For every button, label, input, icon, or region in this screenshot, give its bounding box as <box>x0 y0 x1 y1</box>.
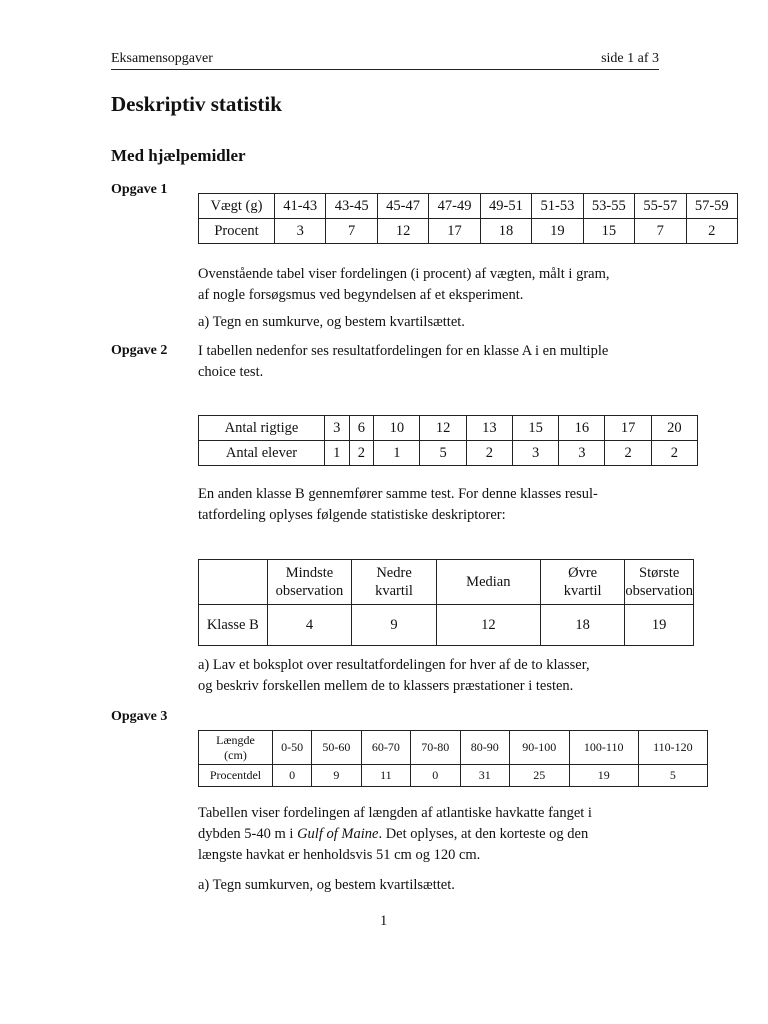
table-cell: 6 <box>349 416 374 441</box>
table-cell: 100-110 <box>569 731 638 765</box>
opgave-3-question-a <box>198 875 455 896</box>
text-line <box>198 824 592 845</box>
opgave-3-description <box>198 803 592 866</box>
table-cell: 18 <box>540 605 624 646</box>
table-cell: 15 <box>583 219 634 244</box>
table-cell: 15 <box>512 416 558 441</box>
table-cell: 7 <box>326 219 377 244</box>
text-fragment: . Det oplyses, at den korteste og den <box>378 826 589 842</box>
emphasis-text: Gulf of Maine <box>297 826 379 842</box>
text-line: af nogle forsøgsmus ved begyndelsen af et eksperiment. <box>198 287 524 303</box>
table-cell: Klasse B <box>199 605 268 646</box>
text-line: En anden klasse B gennemfører samme test. For denne klasses resul- <box>198 486 598 502</box>
table-cell: 5 <box>420 441 466 466</box>
text-line: I tabellen nedenfor ses resultatfordelingen for en klasse A i en multiple <box>198 343 609 359</box>
table-cell: 2 <box>466 441 512 466</box>
table-cell: 0 <box>411 765 460 787</box>
table-cell <box>199 731 273 765</box>
table-cell: Antal elever <box>199 441 325 466</box>
table-cell: 17 <box>429 219 480 244</box>
header-line: observation <box>275 583 344 599</box>
table-cell <box>267 560 352 605</box>
table-row <box>199 560 694 605</box>
table-cell: 3 <box>275 219 326 244</box>
text-line: a) Tegn en sumkurve, og bestem kvartilsættet. <box>198 314 465 330</box>
class-b-descriptors-table <box>198 559 694 646</box>
table-cell: Antal rigtige <box>199 416 325 441</box>
section-subtitle: Med hjælpemidler <box>111 146 246 165</box>
table-cell: 25 <box>509 765 569 787</box>
table-cell: 19 <box>569 765 638 787</box>
table-row <box>199 731 708 765</box>
opgave-1-label: Opgave 1 <box>111 182 168 197</box>
table-cell: 43-45 <box>326 194 377 219</box>
header-line: Største <box>639 565 680 581</box>
opgave-1-description <box>198 264 610 306</box>
table-cell: 7 <box>635 219 686 244</box>
page-number: 1 <box>380 913 388 929</box>
text-line: a) Lav et boksplot over resultatfordelingen for hver af de to klasser, <box>198 657 590 673</box>
table-cell: 53-55 <box>583 194 634 219</box>
header-line: (cm) <box>224 747 247 762</box>
table-cell: 90-100 <box>509 731 569 765</box>
table-cell: 17 <box>605 416 651 441</box>
table-cell: 0 <box>273 765 312 787</box>
table-cell: 20 <box>651 416 697 441</box>
table-row <box>199 416 698 441</box>
table-cell: 57-59 <box>686 194 738 219</box>
text-line: længste havkat er henholdsvis 51 cm og 120 cm. <box>198 847 481 863</box>
opgave-1-question-a <box>198 312 465 333</box>
text-line: choice test. <box>198 364 264 380</box>
table-cell <box>540 560 624 605</box>
table-cell: 16 <box>559 416 605 441</box>
table-cell: 55-57 <box>635 194 686 219</box>
table-cell: 49-51 <box>480 194 531 219</box>
table-cell: 110-120 <box>638 731 707 765</box>
text-line: og beskriv forskellen mellem de to klassers præstationer i testen. <box>198 678 574 694</box>
opgave-2-label: Opgave 2 <box>111 343 168 358</box>
table-cell: 80-90 <box>460 731 509 765</box>
table-cell: 10 <box>374 416 420 441</box>
table-cell: 31 <box>460 765 509 787</box>
page-header <box>111 51 659 70</box>
table-cell: 2 <box>651 441 697 466</box>
header-line: kvartil <box>563 583 602 599</box>
table-cell: 2 <box>605 441 651 466</box>
table-cell: 3 <box>325 416 350 441</box>
table-cell: 0-50 <box>273 731 312 765</box>
table-cell: 3 <box>559 441 605 466</box>
text-line: Ovenstående tabel viser fordelingen (i procent) af vægten, målt i gram, <box>198 266 610 282</box>
document-title: Deskriptiv statistik <box>111 92 282 116</box>
table-row <box>199 219 738 244</box>
table-cell: 50-60 <box>312 731 361 765</box>
table-cell: 9 <box>312 765 361 787</box>
table-cell: 18 <box>480 219 531 244</box>
table-cell: 47-49 <box>429 194 480 219</box>
table-cell: 5 <box>638 765 707 787</box>
table-cell: 1 <box>374 441 420 466</box>
table-cell: 12 <box>420 416 466 441</box>
header-line: Øvre <box>568 565 598 581</box>
table-cell: 9 <box>352 605 436 646</box>
header-line: Mindste <box>285 565 334 581</box>
table-cell <box>352 560 436 605</box>
table-row <box>199 194 738 219</box>
opgave-3-label: Opgave 3 <box>111 709 168 724</box>
opgave-2-class-b-text <box>198 484 598 526</box>
table-cell: 70-80 <box>411 731 460 765</box>
table-cell: 51-53 <box>532 194 583 219</box>
header-page-indicator: side 1 af 3 <box>601 51 659 66</box>
header-line: Længde <box>216 732 255 747</box>
header-line: observation <box>625 583 693 599</box>
table-cell: 4 <box>267 605 352 646</box>
table-cell: 2 <box>686 219 738 244</box>
table-cell: 12 <box>377 219 428 244</box>
table-cell: 1 <box>325 441 350 466</box>
table-cell <box>625 560 694 605</box>
header-line: kvartil <box>375 583 413 599</box>
table-cell: 13 <box>466 416 512 441</box>
text-fragment: dybden 5-40 m i <box>198 826 298 842</box>
table-cell: 11 <box>361 765 410 787</box>
text-line: Tabellen viser fordelingen af længden af atlantiske havkatte fanget i <box>198 805 592 821</box>
table-cell: 19 <box>625 605 694 646</box>
table-cell: Vægt (g) <box>199 194 275 219</box>
length-distribution-table <box>198 730 708 787</box>
class-a-results-table <box>198 415 698 466</box>
opgave-2-intro <box>198 341 608 383</box>
text-line: tatfordeling oplyses følgende statistiske deskriptorer: <box>198 507 506 523</box>
table-row <box>199 605 694 646</box>
table-cell: 3 <box>512 441 558 466</box>
table-cell: 45-47 <box>377 194 428 219</box>
table-cell: 19 <box>532 219 583 244</box>
table-cell: Procent <box>199 219 275 244</box>
table-cell-empty <box>199 560 268 605</box>
header-title: Eksamensopgaver <box>111 51 213 66</box>
header-line: Nedre <box>376 565 412 581</box>
table-cell: Procentdel <box>199 765 273 787</box>
table-cell: 12 <box>436 605 540 646</box>
opgave-2-question-a <box>198 655 590 697</box>
text-line: a) Tegn sumkurven, og bestem kvartilsættet. <box>198 877 455 893</box>
weight-distribution-table <box>198 193 738 244</box>
table-cell <box>436 560 540 605</box>
table-cell: 60-70 <box>361 731 410 765</box>
table-row <box>199 765 708 787</box>
table-cell: 41-43 <box>275 194 326 219</box>
header-line: Median <box>466 574 511 590</box>
table-cell: 2 <box>349 441 374 466</box>
table-row <box>199 441 698 466</box>
